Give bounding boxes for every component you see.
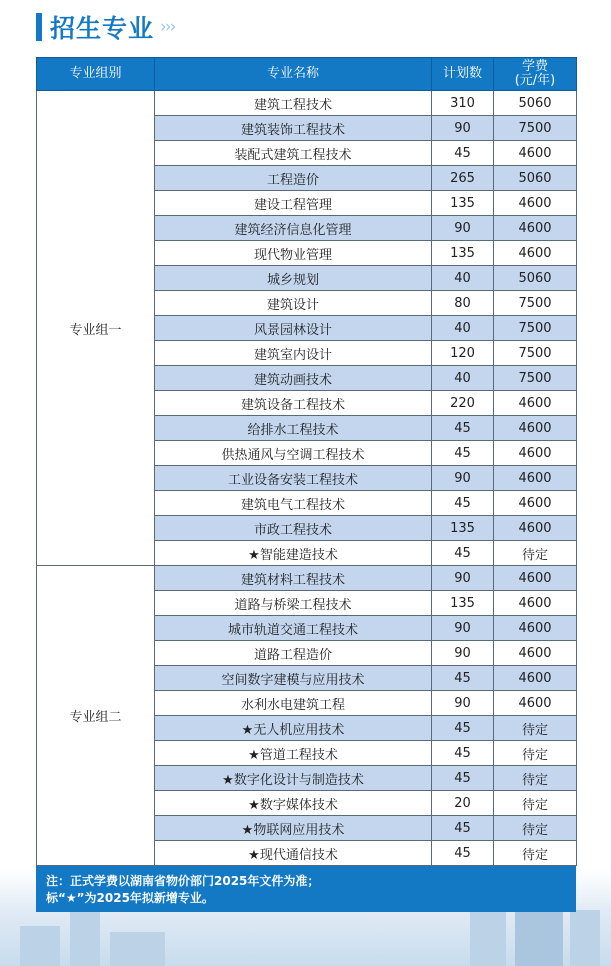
- plan-count-cell: 265: [432, 166, 494, 191]
- page-title: 招生专业: [50, 14, 155, 43]
- plan-count-cell: 45: [432, 666, 494, 691]
- plan-count-cell: 20: [432, 791, 494, 816]
- tuition-cell: 待定: [494, 766, 577, 791]
- tuition-cell: 4600: [494, 616, 577, 641]
- plan-count-cell: 135: [432, 516, 494, 541]
- tuition-cell: 待定: [494, 541, 577, 566]
- header-group: 专业组别: [37, 58, 155, 91]
- tuition-cell: 4600: [494, 141, 577, 166]
- major-name-cell: ★智能建造技术: [155, 541, 432, 566]
- major-name-cell: 建设工程管理: [155, 191, 432, 216]
- major-name-cell: ★物联网应用技术: [155, 816, 432, 841]
- tuition-cell: 7500: [494, 341, 577, 366]
- tuition-cell: 5060: [494, 166, 577, 191]
- header-tuition: [494, 58, 577, 91]
- plan-count-cell: 80: [432, 291, 494, 316]
- tuition-cell: 待定: [494, 816, 577, 841]
- major-name-cell: 建筑动画技术: [155, 366, 432, 391]
- major-name-cell: ★无人机应用技术: [155, 716, 432, 741]
- plan-count-cell: 135: [432, 191, 494, 216]
- plan-count-cell: 40: [432, 266, 494, 291]
- major-name-cell: 城乡规划: [155, 266, 432, 291]
- group-label-cell: 专业组一: [37, 91, 155, 566]
- major-name-cell: 装配式建筑工程技术: [155, 141, 432, 166]
- tuition-cell: 4600: [494, 566, 577, 591]
- plan-count-cell: 45: [432, 441, 494, 466]
- table-body: [37, 91, 577, 866]
- major-name-cell: 给排水工程技术: [155, 416, 432, 441]
- major-name-cell: 建筑材料工程技术: [155, 566, 432, 591]
- plan-count-cell: 120: [432, 341, 494, 366]
- major-name-cell: 道路与桥梁工程技术: [155, 591, 432, 616]
- major-name-cell: ★现代通信技术: [155, 841, 432, 866]
- major-name-cell: 建筑装饰工程技术: [155, 116, 432, 141]
- tuition-cell: 4600: [494, 591, 577, 616]
- tuition-cell: 4600: [494, 216, 577, 241]
- plan-count-cell: 40: [432, 316, 494, 341]
- plan-count-cell: 45: [432, 541, 494, 566]
- title-accent-bar: [36, 13, 42, 41]
- tuition-cell: 5060: [494, 91, 577, 116]
- table-row: [37, 566, 577, 591]
- major-name-cell: 建筑工程技术: [155, 91, 432, 116]
- major-name-cell: 供热通风与空调工程技术: [155, 441, 432, 466]
- tuition-cell: 4600: [494, 416, 577, 441]
- tuition-cell: 待定: [494, 716, 577, 741]
- tuition-cell: 4600: [494, 516, 577, 541]
- plan-count-cell: 90: [432, 116, 494, 141]
- plan-count-cell: 135: [432, 591, 494, 616]
- plan-count-cell: 220: [432, 391, 494, 416]
- tuition-cell: 4600: [494, 466, 577, 491]
- tuition-cell: 4600: [494, 191, 577, 216]
- major-name-cell: 建筑电气工程技术: [155, 491, 432, 516]
- major-name-cell: ★数字化设计与制造技术: [155, 766, 432, 791]
- tuition-cell: 4600: [494, 666, 577, 691]
- footnote-line-2: 标“★”为2025年拟新增专业。: [46, 891, 214, 905]
- header-plan-count: 计划数: [432, 58, 494, 91]
- plan-count-cell: 90: [432, 466, 494, 491]
- major-name-cell: 建筑室内设计: [155, 341, 432, 366]
- plan-count-cell: 45: [432, 491, 494, 516]
- plan-count-cell: 45: [432, 141, 494, 166]
- tuition-cell: 7500: [494, 116, 577, 141]
- footnote: [36, 866, 576, 912]
- plan-count-cell: 45: [432, 816, 494, 841]
- plan-count-cell: 40: [432, 366, 494, 391]
- tuition-cell: 4600: [494, 491, 577, 516]
- major-name-cell: 风景园林设计: [155, 316, 432, 341]
- major-name-cell: 市政工程技术: [155, 516, 432, 541]
- major-name-cell: 城市轨道交通工程技术: [155, 616, 432, 641]
- major-name-cell: 道路工程造价: [155, 641, 432, 666]
- major-name-cell: 建筑经济信息化管理: [155, 216, 432, 241]
- plan-count-cell: 310: [432, 91, 494, 116]
- tuition-cell: 4600: [494, 691, 577, 716]
- major-name-cell: 工程造价: [155, 166, 432, 191]
- plan-count-cell: 45: [432, 416, 494, 441]
- tuition-cell: 4600: [494, 441, 577, 466]
- major-name-cell: ★管道工程技术: [155, 741, 432, 766]
- major-name-cell: 水利水电建筑工程: [155, 691, 432, 716]
- plan-count-cell: 45: [432, 716, 494, 741]
- plan-count-cell: 90: [432, 216, 494, 241]
- plan-count-cell: 90: [432, 641, 494, 666]
- table-row: [37, 91, 577, 116]
- major-name-cell: 建筑设备工程技术: [155, 391, 432, 416]
- tuition-cell: 待定: [494, 841, 577, 866]
- tuition-cell: 7500: [494, 366, 577, 391]
- plan-count-cell: 90: [432, 566, 494, 591]
- header-tuition-label: 学费: [521, 59, 548, 74]
- tuition-cell: 待定: [494, 791, 577, 816]
- tuition-cell: 4600: [494, 641, 577, 666]
- major-name-cell: 工业设备安装工程技术: [155, 466, 432, 491]
- plan-count-cell: 45: [432, 766, 494, 791]
- tuition-cell: 待定: [494, 741, 577, 766]
- tuition-cell: 4600: [494, 391, 577, 416]
- major-name-cell: 现代物业管理: [155, 241, 432, 266]
- major-name-cell: 建筑设计: [155, 291, 432, 316]
- majors-table: [36, 57, 577, 866]
- group-label-cell: 专业组二: [37, 566, 155, 866]
- header-tuition-unit: (元/年): [514, 73, 556, 88]
- chevrons-right-icon: ›››: [160, 17, 175, 37]
- header-major-name: 专业名称: [155, 58, 432, 91]
- major-name-cell: ★数字媒体技术: [155, 791, 432, 816]
- plan-count-cell: 90: [432, 691, 494, 716]
- footnote-line-1: 注：正式学费以湖南省物价部门2025年文件为准；: [46, 874, 320, 888]
- plan-count-cell: 135: [432, 241, 494, 266]
- table-header-row: [37, 58, 577, 91]
- section-title: [36, 12, 174, 42]
- tuition-cell: 7500: [494, 316, 577, 341]
- major-name-cell: 空间数字建模与应用技术: [155, 666, 432, 691]
- tuition-cell: 7500: [494, 291, 577, 316]
- plan-count-cell: 90: [432, 616, 494, 641]
- plan-count-cell: 45: [432, 741, 494, 766]
- tuition-cell: 5060: [494, 266, 577, 291]
- tuition-cell: 4600: [494, 241, 577, 266]
- plan-count-cell: 45: [432, 841, 494, 866]
